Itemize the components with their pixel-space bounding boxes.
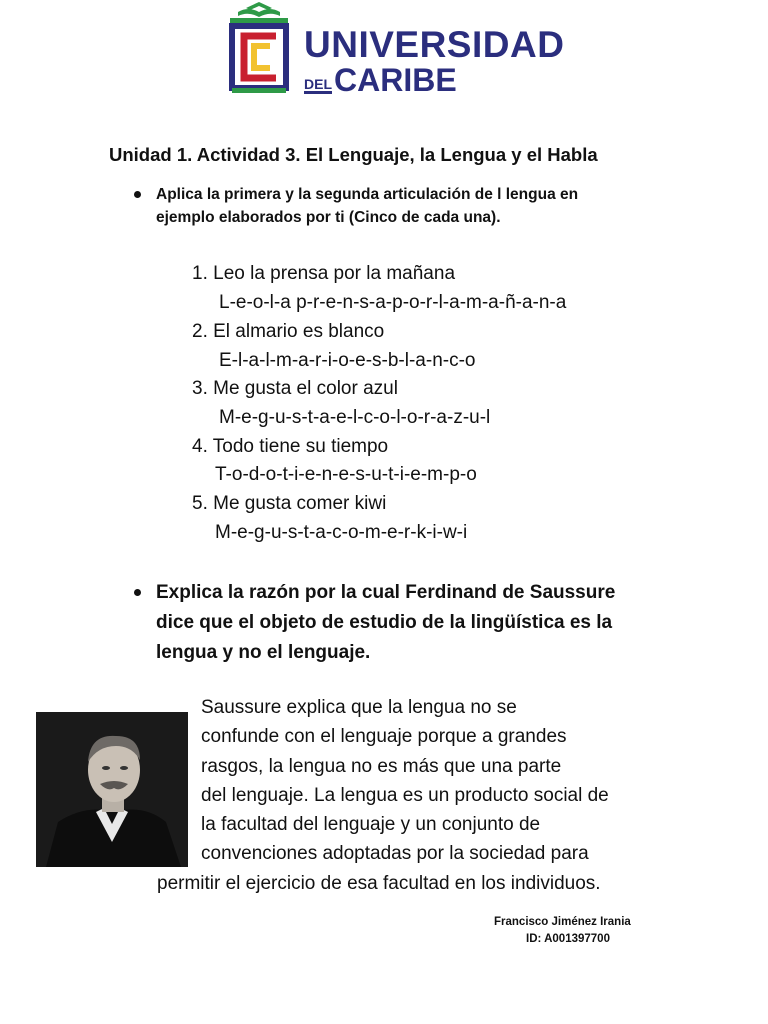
logo-emblem-icon — [224, 0, 294, 96]
paragraph-line-1: Saussure explica que la lengua no se — [201, 697, 517, 718]
example-1-split: L-e-o-l-a p-r-e-n-s-a-p-o-r-l-a-m-a-ñ-a-n-a — [219, 292, 567, 313]
example-2-split: E-l-a-l-m-a-r-i-o-e-s-b-l-a-n-c-o — [219, 350, 476, 371]
bullet-instruction-1 — [156, 183, 676, 229]
example-2-sentence: 2. El almario es blanco — [192, 321, 385, 342]
paragraph-line-6: convenciones adoptadas por la sociedad para — [201, 843, 589, 865]
paragraph-line-5: la facultad del lenguaje y un conjunto de — [201, 814, 541, 836]
logo-caribe: CARIBE — [334, 62, 457, 98]
example-4-sentence: 4. Todo tiene su tiempo — [192, 436, 389, 457]
bullet-1-line-2: ejemplo elaborados por ti (Cinco de cada una). — [156, 209, 501, 226]
paragraph-line-7: permitir el ejercicio de esa facultad en los individuos. — [157, 872, 601, 894]
example-5-split: M-e-g-u-s-t-a-c-o-m-e-r-k-i-w-i — [215, 522, 468, 543]
example-5-sentence: 5. Me gusta comer kiwi — [192, 493, 387, 514]
bullet-instruction-2 — [156, 578, 676, 668]
page-title: Unidad 1. Actividad 3. El Lenguaje, la Lengua y el Habla — [109, 144, 598, 165]
paragraph-line-2: confunde con el lenguaje porque a grandes — [201, 726, 567, 748]
answer-paragraph — [157, 693, 667, 898]
example-3-sentence: 3. Me gusta el color azul — [192, 378, 398, 399]
logo-del: DEL — [304, 76, 332, 92]
author-name: Francisco Jiménez Irania — [494, 916, 631, 928]
example-3-split: M-e-g-u-s-t-a-e-l-c-o-l-o-r-a-z-u-l — [219, 407, 491, 428]
bullet-2-line-1: Explica la razón por la cual Ferdinand de Saussure — [156, 582, 616, 603]
paragraph-line-3: rasgos, la lengua no es más que una parte — [201, 755, 562, 777]
bullet-2-line-2: dice que el objeto de estudio de la lingüística es la — [156, 612, 613, 633]
logo-wordmark — [304, 26, 564, 97]
example-1-sentence: 1. Leo la prensa por la mañana — [192, 263, 456, 284]
university-logo — [224, 0, 565, 100]
bullet-dot-icon — [134, 589, 141, 596]
bullet-dot-icon — [134, 191, 141, 198]
logo-line-2 — [304, 63, 564, 97]
author-id: ID: A001397700 — [526, 933, 610, 945]
bullet-1-line-1: Aplica la primera y la segunda articulación de l lengua en — [156, 186, 579, 203]
logo-line-1: UNIVERSIDAD — [304, 24, 565, 65]
bullet-2-line-3: lengua y no el lenguaje. — [156, 642, 371, 663]
example-4-split: T-o-d-o-t-i-e-n-e-s-u-t-i-e-m-p-o — [215, 464, 477, 485]
paragraph-line-4: del lenguaje. La lengua es un producto social de — [201, 784, 609, 806]
